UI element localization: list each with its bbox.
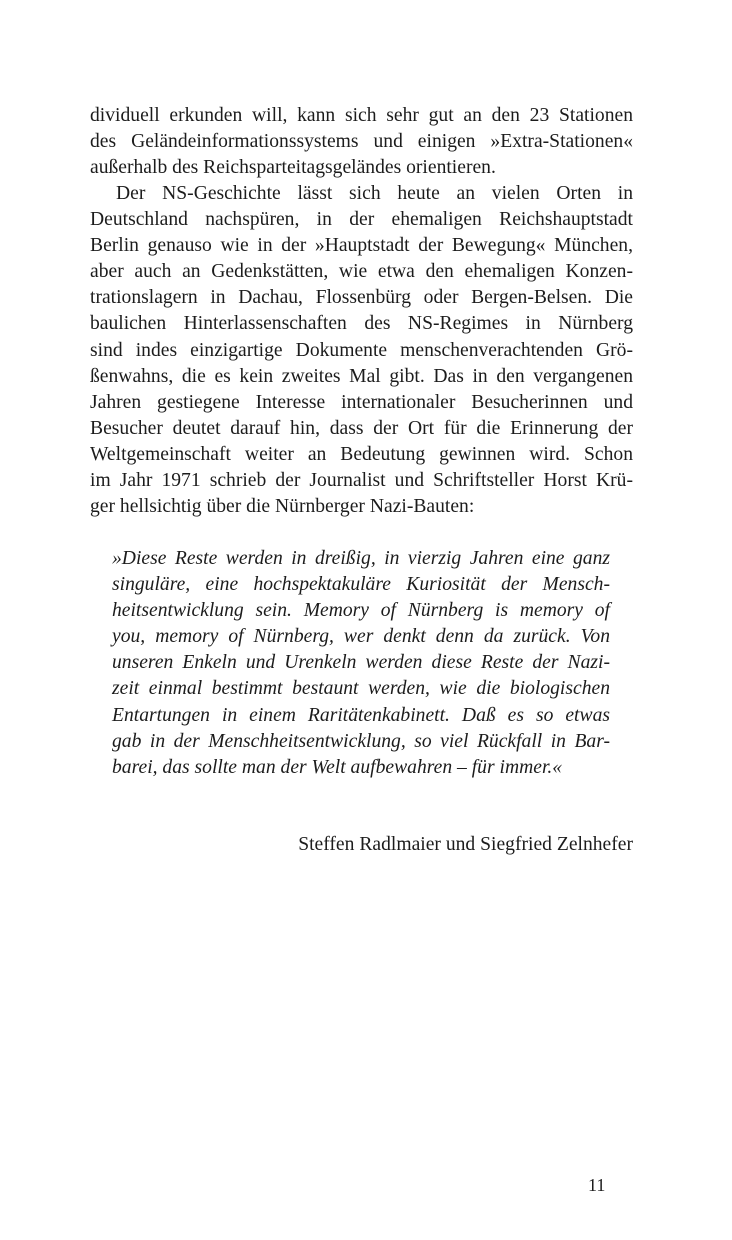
text-line: ger hellsichtig über die Nürnberger Nazi-Bauten: [90, 496, 475, 518]
text-line: baulichen Hinterlassenschaften des NS-Regimes in Nürnberg [90, 313, 633, 335]
paragraph-continuation [90, 103, 633, 181]
text-line: dividuell erkunden will, kann sich sehr gut an den 23 Stationen [90, 105, 633, 126]
text-line: im Jahr 1971 schrieb der Journalist und Schriftsteller Horst Krü- [90, 470, 633, 492]
quote-line: gab in der Menschheitsentwicklung, so viel Rückfall in Bar- [112, 730, 610, 752]
author-signature: Steffen Radlmaier und Siegfried Zelnhefer [298, 834, 633, 855]
page-number: 11 [588, 1175, 606, 1195]
paragraph-main [90, 181, 633, 520]
text-line: ßenwahns, die es kein zweites Mal gibt. Das in den vergangenen [90, 365, 633, 387]
quote-line: heitsentwicklung sein. Memory of Nürnberg is memory of [112, 600, 610, 622]
quote-line: unseren Enkeln und Urenkeln werden diese Reste der Nazi- [112, 652, 610, 674]
quote-line: you, memory of Nürnberg, wer denkt denn da zurück. Von [112, 626, 610, 648]
text-line: Besucher deutet darauf hin, dass der Ort für die Erinnerung der [90, 417, 633, 439]
block-quotation [112, 546, 610, 781]
text-line: Der NS-Geschichte lässt sich heute an vielen Orten in [116, 183, 633, 204]
text-line: trationslagern in Dachau, Flossenbürg oder Bergen-Belsen. Die [90, 287, 633, 309]
text-line: Jahren gestiegene Interesse internationaler Besucherinnen und [90, 391, 633, 413]
text-line: aber auch an Gedenkstätten, wie etwa den ehemaligen Konzen- [90, 261, 633, 283]
text-line: Weltgemeinschaft weiter an Bedeutung gewinnen wird. Schon [90, 443, 633, 465]
quote-line: »Diese Reste werden in dreißig, in vierzig Jahren eine ganz [112, 548, 610, 569]
quote-line: singuläre, eine hochspektakuläre Kuriosität der Mensch- [112, 574, 610, 596]
text-line: außerhalb des Reichsparteitagsgeländes orientieren. [90, 157, 496, 179]
text-line: Berlin genauso wie in der »Hauptstadt der Bewegung« München, [90, 235, 633, 257]
text-line: sind indes einzigartige Dokumente menschenverachtenden Grö- [90, 339, 633, 361]
quote-line: barei, das sollte man der Welt aufbewahren – für immer.« [112, 756, 563, 778]
text-line: des Geländeinformationssystems und einigen »Extra-Stationen« [90, 131, 633, 153]
quote-line: Entartungen in einem Raritätenkabinett. Daß es so etwas [112, 704, 610, 726]
quote-line: zeit einmal bestimmt bestaunt werden, wie die biologischen [112, 678, 610, 700]
text-line: Deutschland nachspüren, in der ehemaligen Reichshauptstadt [90, 209, 633, 231]
